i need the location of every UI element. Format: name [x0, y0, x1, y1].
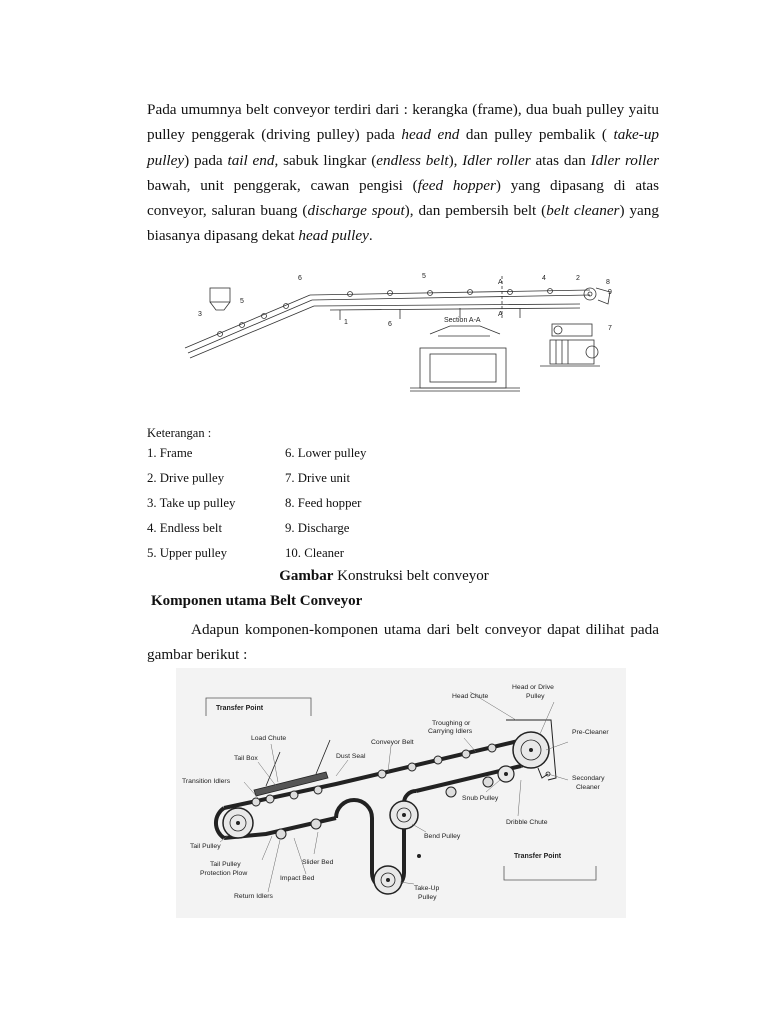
label-troughing-line2: Carrying Idlers	[428, 728, 473, 735]
legend-item: 3. Take up pulley	[147, 496, 236, 510]
italic-term: take-up pulley	[147, 126, 660, 169]
label-transition-idlers: Transition Idlers	[182, 778, 231, 785]
italic-term: discharge spout	[307, 202, 405, 220]
label-head-drive-line1: Head or Drive	[512, 684, 554, 691]
label-pre-cleaner: Pre-Cleaner	[572, 729, 609, 736]
legend-title: Keterangan :	[147, 426, 212, 440]
label-dribble-chute: Dribble Chute	[506, 819, 548, 826]
italic-term: feed hopper	[417, 176, 496, 194]
paragraph-text: , sabuk lingkar (	[274, 151, 377, 169]
paragraph-text: ) pada	[184, 151, 228, 169]
label-head-chute: Head Chute	[452, 693, 489, 700]
fig1-number-6b: 6	[388, 321, 392, 328]
label-tail-protection-line1: Tail Pulley	[210, 861, 241, 868]
label-troughing-line1: Troughing or	[432, 720, 471, 727]
label-take-up-line2: Pulley	[418, 894, 437, 901]
paragraph-text: dan pulley pembalik (	[459, 126, 614, 144]
paragraph-text: ) yang dipasang di atas conveyor, saluran buang (	[147, 176, 659, 220]
intro-paragraph	[147, 97, 659, 249]
label-dust-seal: Dust Seal	[336, 753, 366, 760]
label-load-chute: Load Chute	[251, 735, 287, 742]
belt-conveyor-construction-figure	[180, 270, 630, 398]
paragraph-text: .	[368, 227, 373, 245]
legend-item: 7. Drive unit	[285, 471, 351, 485]
italic-term: tail end	[227, 151, 275, 169]
label-conveyor-belt: Conveyor Belt	[371, 739, 414, 746]
label-impact-bed: Impact Bed	[280, 875, 315, 882]
fig1-number-3: 3	[198, 311, 202, 318]
legend-item: 9. Discharge	[285, 521, 350, 535]
legend-item: 10. Cleaner	[285, 546, 344, 560]
components-paragraph: Adapun komponen-komponen utama dari belt conveyor dapat dilihat pada gambar berikut :	[147, 621, 659, 664]
section-heading: Komponen utama Belt Conveyor	[151, 593, 363, 609]
italic-term: head pulley	[298, 227, 369, 245]
fig1-number-1: 1	[344, 319, 348, 326]
italic-term: endless belt	[376, 151, 449, 169]
italic-term: head end	[401, 126, 460, 144]
fig1-section-label: Section A-A	[444, 317, 481, 324]
label-transfer-point-left: Transfer Point	[216, 705, 264, 712]
paragraph-text: Pada umumnya belt conveyor terdiri dari : kerangka (frame), dua buah pulley yaitu pulley penggerak (driving pulley) pada	[147, 101, 659, 144]
label-slider-bed: Slider Bed	[302, 859, 334, 866]
label-tail-pulley: Tail Pulley	[190, 843, 221, 850]
label-bend-pulley: Bend Pulley	[424, 833, 461, 840]
caption-text: Konstruksi belt conveyor	[333, 568, 489, 584]
label-snub-pulley: Snub Pulley	[462, 795, 499, 802]
belt-conveyor-components-figure	[176, 668, 626, 918]
legend-item: 5. Upper pulley	[147, 546, 227, 560]
fig1-number-5: 5	[422, 273, 426, 280]
paragraph-text: ),	[448, 151, 463, 169]
paragraph-text: ) yang biasanya dipasang dekat	[147, 202, 659, 245]
label-secondary-line2: Cleaner	[576, 784, 600, 791]
legend-item: 8. Feed hopper	[285, 496, 362, 510]
legend-item: 1. Frame	[147, 446, 193, 460]
fig1-number-2: 2	[576, 275, 580, 282]
fig1-number-6a: 6	[298, 275, 302, 282]
italic-term: Idler roller	[462, 151, 531, 169]
label-transfer-point-right: Transfer Point	[514, 853, 562, 860]
label-return-idlers: Return Idlers	[234, 893, 273, 900]
fig1-number-9: 8	[606, 279, 610, 286]
fig1-number-10: 9	[608, 289, 612, 296]
paragraph-text: ), dan pembersih belt (	[404, 202, 547, 220]
fig1-a-bottom: A	[498, 311, 503, 318]
figure-caption	[0, 568, 768, 585]
label-tail-box: Tail Box	[234, 755, 258, 762]
italic-term: Idler roller	[590, 151, 659, 169]
fig1-number-5b: 5	[240, 298, 244, 305]
fig1-a-top: A	[498, 279, 503, 286]
label-secondary-line1: Secondary	[572, 775, 605, 782]
italic-term: belt cleaner	[546, 202, 620, 220]
fig1-number-4: 4	[542, 275, 546, 282]
caption-bold: Gambar	[279, 568, 334, 584]
fig1-number-7: 7	[608, 325, 612, 332]
label-head-drive-line2: Pulley	[526, 693, 545, 700]
legend-item: 2. Drive pulley	[147, 471, 225, 485]
legend-item: 4. Endless belt	[147, 521, 222, 535]
paragraph-text: bawah, unit penggerak, cawan pengisi (	[147, 176, 418, 194]
legend-item: 6. Lower pulley	[285, 446, 367, 460]
paragraph-text: atas dan	[530, 151, 591, 169]
label-take-up-line1: Take-Up	[414, 885, 440, 892]
label-tail-protection-line2: Protection Plow	[200, 870, 248, 877]
